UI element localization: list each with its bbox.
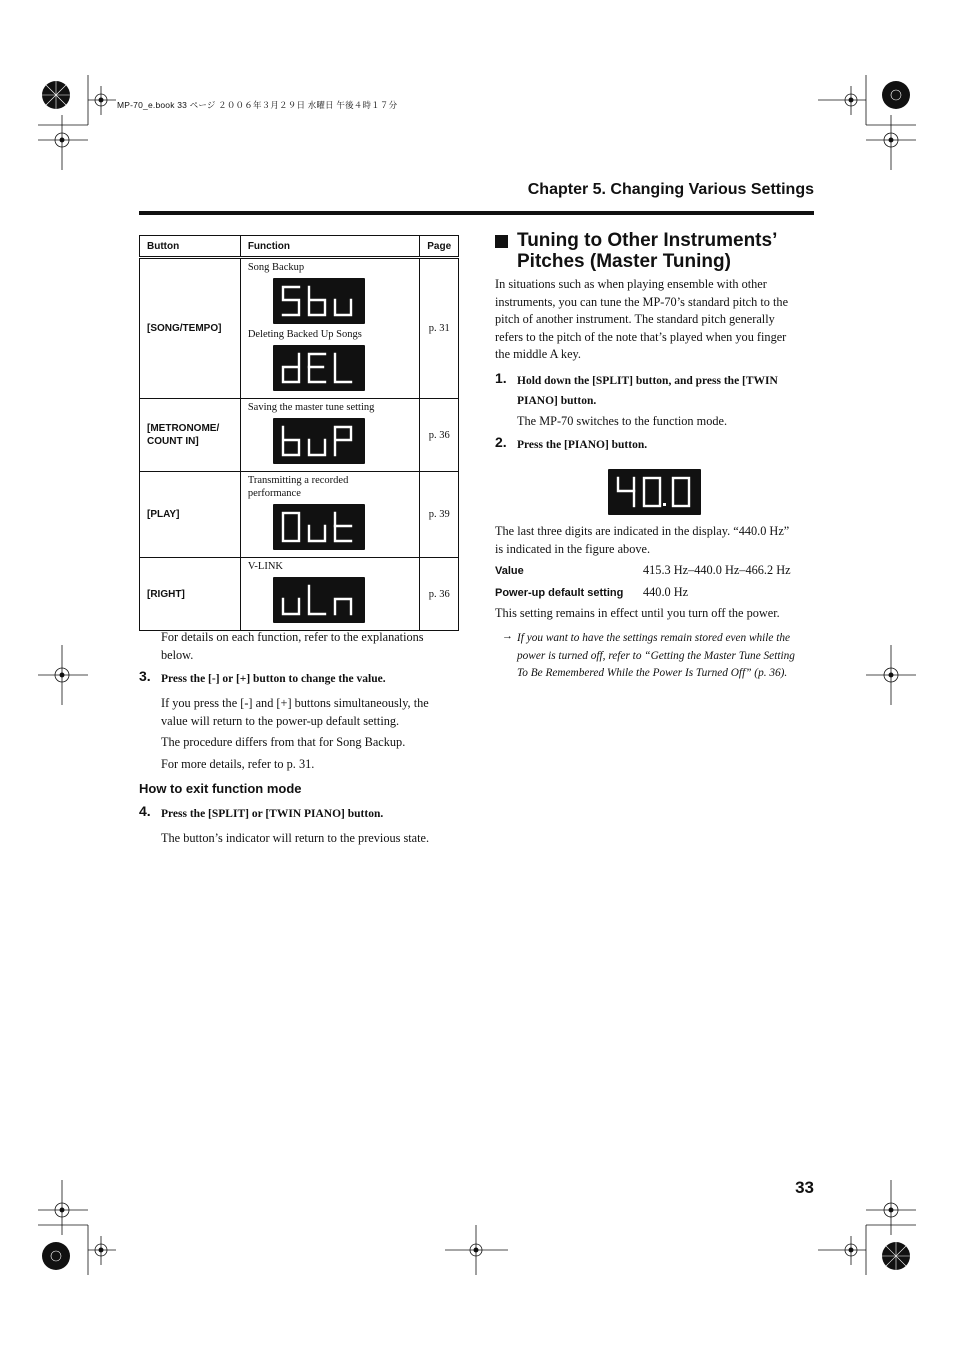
intro-paragraph [495,276,788,364]
text-line: Hold down the [SPLIT] button, and press the [TWIN [517,375,778,387]
step3-procedure-text: The procedure differs from that for Song Backup. [161,735,406,749]
page-cell: p. 39 [420,472,459,558]
function-label: performance [247,488,301,499]
table-row [140,258,459,399]
default-value: 440.0 Hz [643,585,689,599]
text-line: PIANO] button. [517,395,597,407]
step3-reference-text: For more details, refer to p. 31. [161,757,315,771]
step1-result-text: The MP-70 switches to the function mode. [517,414,728,428]
button-cell: [SONG/TEMPO] [140,258,241,399]
step-instruction: Press the [-] or [+] button to change the value. [161,673,386,685]
page-cell: p. 31 [420,258,459,399]
details-text [161,629,424,664]
page-number: 33 [795,1178,814,1197]
title-line: Pitches (Master Tuning) [517,251,731,272]
function-table [139,235,459,631]
book-file-info: MP-70_e.book 33 ページ ２００６年３月２９日 水曜日 午後４時１７分 [117,100,398,110]
button-cell: [RIGHT] [140,558,241,631]
text-line: instruments, you can tune the MP-70’s standard pitch to the [495,294,789,309]
led-display-master-tune [608,469,701,515]
table-row [140,558,459,631]
function-label: Saving the master tune setting [247,402,375,413]
col-header-button: Button [140,236,241,258]
page-cell: p. 36 [420,399,459,472]
step-instruction: Press the [SPLIT] or [TWIN PIANO] button. [161,808,384,820]
text-line: below. [161,647,194,662]
header-rule [139,211,814,215]
section-square-bullet [495,235,508,248]
display-explanation [495,523,789,558]
text-line: In situations such as when playing ensemble with other [495,277,767,291]
led-display-del [273,345,365,391]
step-number: 3. [139,668,151,684]
exit-heading: How to exit function mode [139,781,302,796]
page-cell: p. 36 [420,558,459,631]
value-label: Value [495,565,524,577]
led-display-sbu [273,278,365,324]
step-number: 4. [139,803,151,819]
step3-note [161,695,429,730]
led-display-uln [273,577,365,623]
chapter-title: Chapter 5. Changing Various Settings [527,181,814,198]
col-header-page: Page [420,236,459,258]
step-number: 1. [495,370,507,386]
text-line: To Be Remembered While the Power Is Turned Off” (p. 36). [517,667,788,679]
default-label: Power-up default setting [495,587,624,599]
function-cell [240,258,420,399]
button-label-line: COUNT IN] [147,436,199,447]
function-cell [240,472,420,558]
remains-text: This setting remains in effect until you turn off the power. [495,606,780,620]
function-cell [240,558,420,631]
text-line: If you want to have the settings remain stored even while the [517,632,791,644]
button-label-line: [METRONOME/ [147,423,220,434]
text-line: is indicated in the figure above. [495,541,651,556]
step-number: 2. [495,434,507,450]
step-instruction: Press the [PIANO] button. [517,439,648,451]
title-line: Tuning to Other Instruments’ [517,230,778,251]
text-line: For details on each function, refer to the explanations [161,630,424,644]
button-cell [140,399,241,472]
note-text [517,630,817,683]
step-instruction [517,371,778,411]
text-line: The last three digits are indicated in the display. “440.0 Hz” [495,524,790,538]
text-line: value will return to the power-up default setting. [161,713,400,728]
table-row [140,472,459,558]
text-line: the middle A key. [495,347,581,361]
section-title [517,230,777,272]
step4-result-text: The button’s indicator will return to the previous state. [161,831,430,845]
text-line: power is turned off, refer to “Getting the Master Tune Setting [517,649,795,662]
function-label: Deleting Backed Up Songs [247,329,362,340]
function-label: Transmitting a recorded [247,475,349,486]
led-display-bup [273,418,365,464]
value-range: 415.3 Hz–440.0 Hz–466.2 Hz [643,563,791,577]
table-row [140,399,459,472]
note-arrow-icon: → [502,630,513,642]
text-line: pitch of another instrument. The standard pitch generally [495,312,775,326]
function-label: Song Backup [247,262,305,273]
led-display-out [273,504,365,550]
text-line: refers to the pitch of the note that’s played when you finger [495,329,787,344]
function-cell [240,399,420,472]
button-cell: [PLAY] [140,472,241,558]
col-header-function: Function [240,236,420,258]
function-label: V-LINK [247,561,284,572]
text-line: If you press the [-] and [+] buttons simultaneously, the [161,696,429,710]
